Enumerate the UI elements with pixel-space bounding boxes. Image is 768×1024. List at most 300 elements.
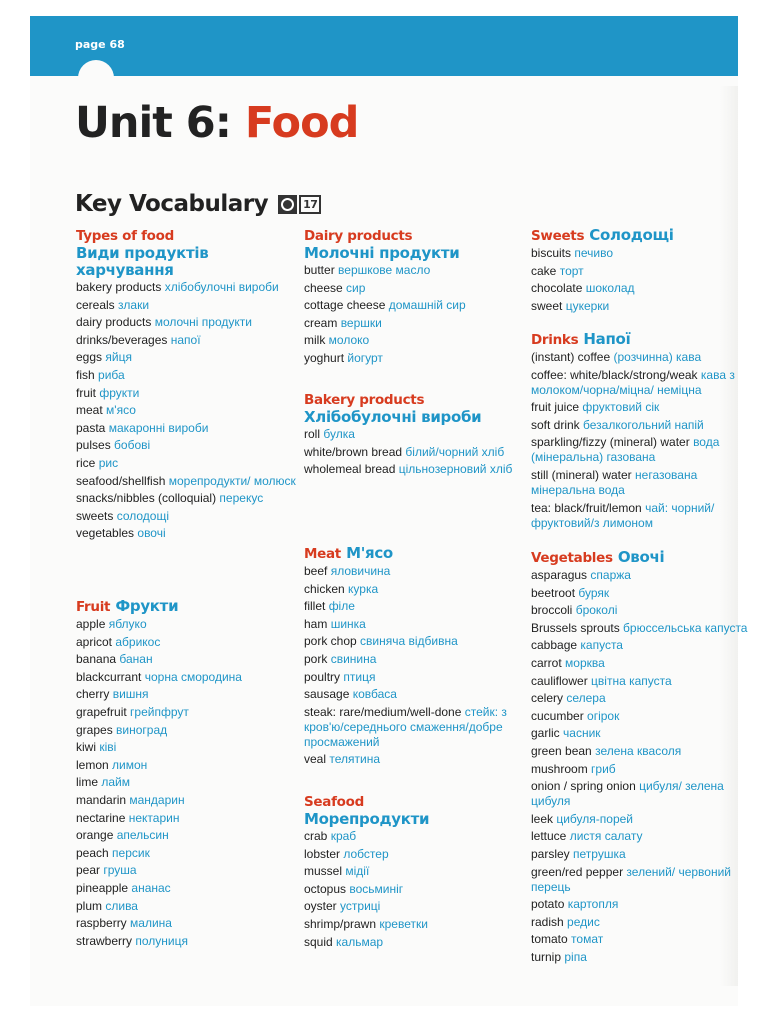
vocab-term-ua: курка [348,581,379,596]
vocab-term-ua: солодощі [116,508,170,523]
vocab-term-en: drinks/beverages [76,332,168,347]
vocab-term-ua: чай: чорний/фруктовий/з лимоном [531,500,715,530]
vocab-term-en: nectarine [76,810,126,825]
vocab-item [304,882,534,897]
vocab-term-ua: злаки [118,297,150,312]
vocab-term-en: ham [304,616,328,631]
vocab-term-en: still (mineral) water [531,467,632,482]
vocab-item [76,934,306,949]
vocab-term-en: snacks/nibbles (colloquial) [76,491,217,506]
vocab-term-ua: нектарин [128,810,180,825]
vocab-term-en: soft drink [531,417,580,432]
vocab-term-ua: зелена квасоля [595,743,682,758]
vocab-term-ua: перекус [219,491,264,506]
vocab-term-ua: буряк [578,585,610,600]
vocab-term-en: veal [304,752,327,767]
vocab-term-ua: лайм [101,775,130,790]
vocab-term-ua: булка [323,427,355,441]
vocab-term-ua: стейк: з кров'ю/середнього смаження/добре просмажений [304,704,507,749]
vocab-term-en: lettuce [531,829,567,844]
vocab-term-ua: апельсин [116,828,169,843]
vocab-term-ua: м'ясо [106,403,136,418]
vocab-term-en: (instant) coffee [531,350,611,364]
vocab-item [531,932,761,947]
vocab-term-ua: полуниця [135,933,188,948]
vocab-term-ua: бобові [114,438,151,453]
vocab-term-en: meat [76,403,103,418]
section-title-en: Meat [304,546,341,562]
section-title-en: Fruit [76,599,111,615]
vocab-item [531,812,761,827]
vocab-term-ua: капуста [580,638,623,653]
vocab-list [304,829,534,950]
vocab-term-ua: мідії [345,864,370,879]
vocab-term-en: seafood/shellfish [76,473,166,488]
cd-icon [278,195,297,214]
vocab-term-en: crab [304,829,328,843]
vocab-item [531,400,761,415]
vocab-item [531,865,761,895]
section-title-ua: М'ясо [346,544,393,562]
vocab-item [531,915,761,930]
vocab-term-en: blackcurrant [76,669,142,684]
vocab-term-ua: свинина [330,651,377,666]
vocab-term-ua: огірок [587,708,620,723]
section-title-ua: Фрукти [115,597,179,615]
vocab-term-en: grapefruit [76,704,127,719]
vocab-term-ua: (розчинна) кава [613,350,702,364]
vocab-item [76,474,306,489]
section-title-en: Drinks [531,332,579,348]
vocab-item [76,456,306,471]
vocab-item [304,829,534,844]
vocab-term-en: sparkling/fizzy (mineral) water [531,435,690,450]
vocab-item [531,350,761,365]
section-fruit [76,596,306,951]
unit-title [75,98,359,148]
vocab-term-en: pulses [76,438,111,453]
vocab-term-ua: домашній сир [388,298,466,313]
vocab-term-ua: кава з молоком/чорна/міцна/ неміцна [531,367,735,397]
vocab-item [76,491,306,506]
vocab-term-ua: йогурт [347,350,383,365]
vocab-term-ua: яловичина [330,564,391,578]
vocab-term-ua: устриці [340,899,381,914]
vocab-term-ua: безалкогольний напій [583,417,704,432]
section-title-ua: Солодощі [589,226,674,244]
vocab-item [531,568,761,583]
vocab-term-en: sweets [76,508,114,523]
vocab-term-en: kiwi [76,740,96,755]
section-title-ua: Напої [583,330,631,348]
vocab-term-en: cabbage [531,638,578,653]
vocab-term-ua: молочні продукти [154,315,252,330]
vocab-term-en: octopus [304,881,347,896]
vocab-item [304,705,534,750]
section-title-ua: Хлібобулочні вироби [304,408,482,426]
vocab-term-ua: абрикос [115,634,161,649]
vocab-list [531,568,761,965]
vocab-item [304,564,534,579]
section-seafood [304,791,534,952]
vocab-item [531,281,761,296]
vocab-term-en: green bean [531,743,592,758]
section-dairy-products [304,225,534,369]
vocab-term-ua: мандарин [129,792,185,807]
vocab-term-ua: креветки [379,916,428,931]
section-heading-drinks [531,329,761,349]
unit-number: Unit 6: [75,98,231,148]
vocab-term-ua: цільнозерновий хліб [398,462,513,477]
vocab-term-ua: вода (мінеральна) газована [531,435,720,465]
vocab-term-en: grapes [76,722,113,737]
vocab-item [531,691,761,706]
vocab-term-en: mussel [304,864,343,879]
vocab-term-ua: селера [566,691,606,706]
vocab-term-en: fish [76,367,95,382]
vocab-term-en: carrot [531,655,562,670]
vocab-item [76,635,306,650]
vocab-item [76,438,306,453]
section-vegetables [531,547,761,967]
vocab-item [531,638,761,653]
vocab-term-en: pear [76,863,101,878]
vocab-item [76,916,306,931]
vocab-item [76,333,306,348]
vocab-term-ua: печиво [574,246,614,260]
section-drinks [531,329,761,533]
vocab-term-ua: груша [103,863,137,878]
vocab-item [304,617,534,632]
vocab-term-en: apricot [76,634,113,649]
vocab-item [304,634,534,649]
vocab-term-en: squid [304,934,333,949]
vocab-term-ua: фрукти [99,385,140,400]
section-title-en: Types of food [76,228,174,244]
vocab-item [304,864,534,879]
vocab-term-ua: краб [330,829,357,843]
vocab-item [304,917,534,932]
vocab-item [531,621,761,636]
section-title-en: Vegetables [531,550,613,566]
vocab-term-en: dairy products [76,315,152,330]
vocab-item [304,462,534,477]
vocab-term-en: garlic [531,726,560,741]
vocab-term-en: shrimp/prawn [304,916,377,931]
vocab-item [531,603,761,618]
vocab-term-en: parsley [531,846,570,861]
section-types-of-food [76,225,306,544]
vocab-term-en: banana [76,652,117,667]
vocab-term-en: pineapple [76,880,129,895]
section-heading-sweets [531,225,761,245]
vocab-item [304,670,534,685]
vocab-item [304,652,534,667]
vocab-term-ua: морепродукти/ молюск [168,473,296,488]
vocab-term-en: cottage cheese [304,298,386,313]
vocab-term-en: sausage [304,687,350,702]
vocab-term-en: cucumber [531,708,584,723]
section-title-ua: Морепродукти [304,810,430,828]
vocab-term-ua: морква [565,655,605,670]
section-title-en: Dairy products [304,228,413,244]
vocab-term-ua: вишня [112,687,149,702]
section-heading-dairy-products [304,225,534,262]
vocab-term-en: Brussels sprouts [531,620,620,635]
vocab-term-en: cake [531,263,557,278]
vocab-term-ua: лимон [112,757,148,772]
vocab-term-en: beef [304,564,328,578]
vocab-item [304,281,534,296]
vocab-term-en: pork chop [304,634,357,649]
section-meat [304,543,534,770]
vocab-term-en: butter [304,263,335,277]
vocab-term-en: broccoli [531,603,573,618]
unit-topic: Food [244,98,359,148]
vocab-item [531,762,761,777]
section-heading-seafood [304,791,534,828]
vocab-term-en: lime [76,775,99,790]
vocab-item [531,674,761,689]
vocab-term-en: tomato [531,932,568,947]
vocab-item [76,526,306,541]
section-title-ua: Овочі [617,548,665,566]
vocab-term-ua: томат [571,932,604,947]
vocab-term-ua: виноград [116,722,168,737]
vocab-term-en: bakery products [76,280,162,294]
vocab-term-ua: макаронні вироби [108,420,209,435]
vocab-term-ua: кальмар [336,934,384,949]
vocab-item [76,670,306,685]
vocab-item [76,740,306,755]
vocab-term-ua: хлібобулочні вироби [164,280,279,294]
vocab-list [304,263,534,366]
vocab-term-en: mushroom [531,761,588,776]
vocab-item [531,829,761,844]
vocab-term-en: white/brown bread [304,444,403,459]
vocab-term-ua: білий/чорний хліб [405,444,505,459]
vocab-item [531,726,761,741]
vocab-term-ua: слива [105,898,138,913]
vocab-term-en: eggs [76,350,103,365]
vocab-item [531,264,761,279]
vocab-item [76,403,306,418]
vocab-item [304,935,534,950]
vocab-term-en: chicken [304,581,345,596]
vocab-term-ua: банан [119,652,153,667]
vocab-item [531,897,761,912]
vocab-list [531,246,761,314]
vocab-item [304,445,534,460]
vocab-item [531,847,761,862]
vocab-term-en: fillet [304,599,326,614]
vocab-term-en: peach [76,845,109,860]
vocab-item [76,881,306,896]
vocab-term-en: sweet [531,298,563,313]
vocab-item [531,950,761,965]
audio-track-number: 17 [299,195,321,214]
vocab-list [531,350,761,531]
vocab-term-en: tea: black/fruit/lemon [531,500,642,515]
vocab-term-en: milk [304,333,326,348]
section-heading-meat [304,543,534,563]
vocab-item [76,846,306,861]
header-band [30,16,738,76]
vocab-item [304,899,534,914]
vocab-term-ua: ананас [131,880,171,895]
vocab-term-ua: листя салату [569,829,643,844]
vocab-term-en: turnip [531,949,562,964]
vocab-term-en: cereals [76,297,115,312]
vocab-term-en: raspberry [76,916,127,931]
vocab-term-en: pasta [76,420,106,435]
vocab-term-ua: ковбаса [352,687,397,702]
vocab-term-ua: цвітна капуста [591,673,672,688]
section-heading-types-of-food [76,225,306,279]
vocab-term-en: mandarin [76,792,127,807]
vocab-item [76,758,306,773]
vocab-term-ua: цукерки [565,298,610,313]
vocab-term-ua: ріпа [564,949,587,964]
vocab-item [531,418,761,433]
vocab-item [304,847,534,862]
vocab-term-ua: рис [98,455,119,470]
vocab-item [531,586,761,601]
vocab-term-ua: риба [98,367,125,382]
page-number: page 68 [75,38,125,51]
vocab-term-en: fruit juice [531,400,580,415]
vocab-item [304,333,534,348]
vocab-term-ua: телятина [329,752,380,767]
section-heading-bakery-products [304,389,534,426]
section-heading-vegetables [531,547,761,567]
vocab-term-en: cauliflower [531,673,588,688]
vocab-term-ua: вершкове масло [338,263,431,277]
section-title-en: Seafood [304,794,364,810]
vocab-item [531,246,761,261]
vocab-term-en: leek [531,811,554,826]
vocab-term-ua: негазована мінеральна вода [531,467,698,497]
vocab-list [76,280,306,541]
vocab-item [76,863,306,878]
vocab-term-ua: гриб [591,761,616,776]
vocab-term-ua: грейпфрут [130,704,189,719]
vocab-item [304,687,534,702]
vocab-item [531,299,761,314]
vocab-item [531,779,761,809]
vocab-term-ua: напої [170,332,201,347]
vocab-term-en: vegetables [76,526,135,541]
vocab-item [531,435,761,465]
vocab-term-ua: молоко [328,333,370,348]
vocab-term-ua: броколі [575,603,618,618]
vocab-term-en: apple [76,617,106,631]
vocab-item [76,315,306,330]
vocab-term-ua: петрушка [573,846,626,861]
vocab-term-ua: ківі [99,740,117,755]
vocab-term-en: biscuits [531,246,572,260]
vocab-item [76,723,306,738]
vocab-term-ua: зелений/ червоний перець [531,864,731,894]
vocab-term-en: radish [531,914,564,929]
vocab-item [76,687,306,702]
vocab-item [531,744,761,759]
vocab-item [76,899,306,914]
vocab-item [76,652,306,667]
vocab-item [76,421,306,436]
vocab-list [304,564,534,767]
vocab-term-en: cheese [304,280,343,295]
vocab-term-en: coffee: white/black/strong/weak [531,367,698,382]
vocab-item [76,280,306,295]
vocab-item [76,811,306,826]
vocab-term-ua: птиця [343,669,376,684]
vocab-term-ua: філе [328,599,355,614]
vocab-item [531,501,761,531]
vocab-term-ua: картопля [567,897,619,912]
vocab-term-en: green/red pepper [531,864,624,879]
section-sweets [531,225,761,316]
vocab-term-en: steak: rare/medium/well-done [304,704,462,719]
vocab-term-ua: лобстер [343,846,389,861]
section-heading-fruit [76,596,306,616]
vocab-item [76,793,306,808]
vocab-term-ua: цибуля/ зелена цибуля [531,779,724,809]
vocab-term-ua: сир [346,280,366,295]
vocab-term-en: poultry [304,669,341,684]
vocab-term-en: yoghurt [304,350,345,365]
vocab-item [76,617,306,632]
section-title-ua: Види продуктів харчування [76,244,209,279]
vocab-term-ua: свиняча відбивна [360,634,458,649]
key-vocabulary-heading [75,191,321,217]
vocab-item [304,351,534,366]
vocab-item [76,509,306,524]
vocab-term-ua: яблуко [108,617,147,631]
vocab-term-ua: торт [559,263,584,278]
vocab-term-en: roll [304,427,321,441]
vocab-list [304,427,534,477]
vocab-term-ua: фруктовий сік [582,400,660,415]
vocab-item [531,656,761,671]
vocab-item [76,386,306,401]
page-tab-decoration [78,60,114,96]
section-title-en: Bakery products [304,392,425,408]
vocab-term-en: orange [76,828,114,843]
vocab-term-ua: овочі [137,526,166,541]
vocab-term-en: pork [304,651,328,666]
vocab-item [531,468,761,498]
vocab-item [304,582,534,597]
vocab-term-en: celery [531,691,564,706]
vocab-item [304,263,534,278]
vocab-term-en: beetroot [531,585,576,600]
vocab-term-ua: яйця [105,350,132,365]
vocab-term-en: oyster [304,899,337,914]
vocab-item [76,705,306,720]
vocab-term-ua: персик [112,845,150,860]
vocab-term-en: potato [531,897,565,912]
vocab-item [76,828,306,843]
section-title-ua: Молочні продукти [304,244,460,262]
vocab-term-ua: восьминіг [349,881,404,896]
vocab-term-en: lobster [304,846,341,861]
vocab-term-en: fruit [76,385,97,400]
vocab-term-ua: редис [567,914,600,929]
vocab-term-en: plum [76,898,103,913]
vocab-item [304,599,534,614]
vocab-list [76,617,306,949]
